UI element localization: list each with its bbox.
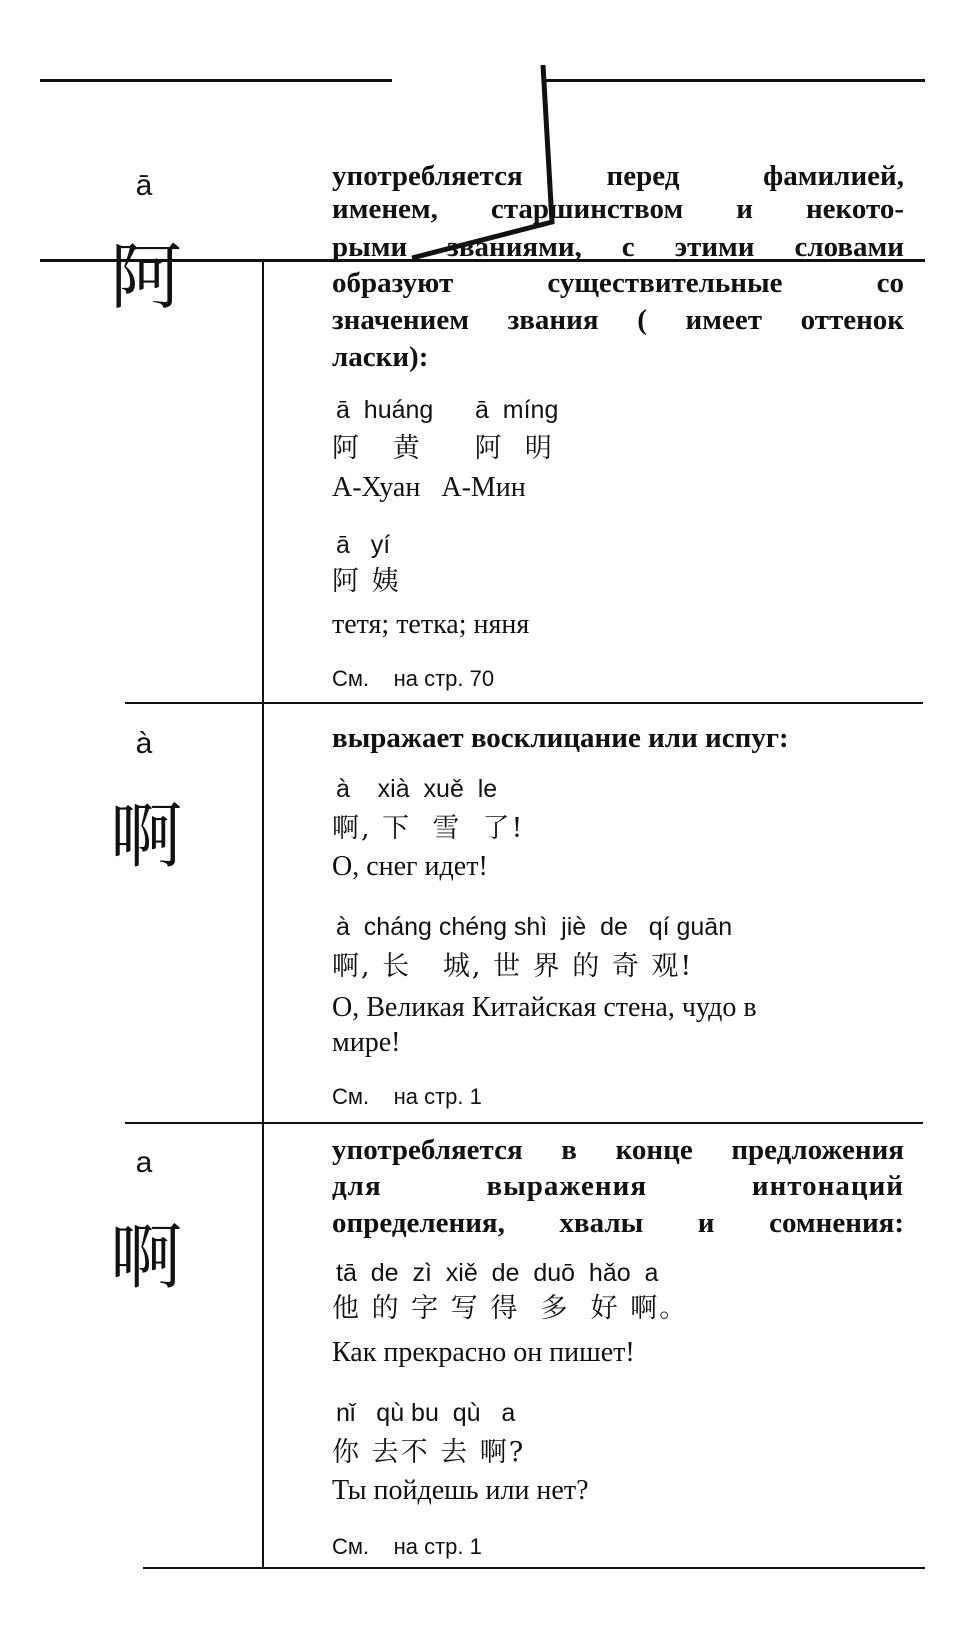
- headword-character: 阿: [109, 235, 182, 319]
- definition-line: рыми званиями, с этими словами: [332, 231, 904, 263]
- example-pinyin: à cháng chéng shì jiè de qí guān: [336, 913, 733, 941]
- definition-line: именем, старшинством и некото-: [332, 193, 904, 225]
- cross-reference: См. на стр. 70: [332, 666, 495, 691]
- headword-pinyin: ā: [135, 169, 153, 202]
- example-hanzi: 啊, 长 城, 世 界 的 奇 观!: [332, 951, 694, 982]
- example-pinyin: nǐ qù bu qù a: [336, 1399, 516, 1427]
- example-pinyin: ā yí: [336, 531, 391, 559]
- headword-character: 啊: [109, 794, 182, 878]
- cross-reference: См. на стр. 1: [332, 1534, 482, 1559]
- top-rule-right: [545, 79, 925, 82]
- example-translation: Как прекрасно он пишет!: [332, 1337, 635, 1368]
- example-translation: А-Хуан А-Мин: [332, 472, 526, 503]
- entry-separator: [125, 1122, 923, 1124]
- definition-line: определения, хвалы и сомнения:: [332, 1207, 904, 1239]
- definition-line: значением звания ( имеет оттенок: [332, 304, 904, 336]
- example-pinyin: tā de zì xiě de duō hǎo a: [336, 1259, 659, 1287]
- headword-pinyin: à: [135, 727, 153, 760]
- example-pinyin: ā huáng ā míng: [336, 396, 559, 424]
- definition-line: употребляется перед фамилией,: [332, 160, 904, 192]
- bottom-rule: [143, 1567, 925, 1569]
- top-rule-left: [40, 79, 392, 82]
- column-divider: [262, 260, 264, 1568]
- cross-reference: См. на стр. 1: [332, 1084, 482, 1109]
- example-translation: О, Великая Китайская стена, чудо в: [332, 992, 757, 1023]
- definition-line: образуют существительные со: [332, 267, 904, 299]
- definition-line: выражает восклицание или испуг:: [332, 722, 789, 754]
- example-hanzi: 阿 姨: [332, 566, 401, 597]
- example-pinyin: à xià xuě le: [336, 775, 498, 803]
- example-hanzi: 你 去不 去 啊?: [332, 1437, 526, 1468]
- headword-pinyin: a: [135, 1146, 153, 1179]
- entry-separator: [125, 702, 923, 704]
- definition-line: употребляется в конце предложения: [332, 1134, 904, 1166]
- example-translation: О, снег идет!: [332, 851, 488, 882]
- example-hanzi: 阿 黄 阿 明: [332, 433, 554, 464]
- example-hanzi: 他 的 字 写 得 多 好 啊。: [332, 1293, 689, 1324]
- headword-character: 啊: [109, 1215, 182, 1299]
- example-translation: мире!: [332, 1027, 401, 1058]
- definition-line: для выражения интонаций: [332, 1170, 904, 1202]
- example-hanzi: 啊, 下 雪 了!: [332, 813, 525, 844]
- definition-line: ласки):: [332, 341, 429, 373]
- example-translation: тетя; тетка; няня: [332, 609, 530, 640]
- example-translation: Ты пойдешь или нет?: [332, 1475, 589, 1506]
